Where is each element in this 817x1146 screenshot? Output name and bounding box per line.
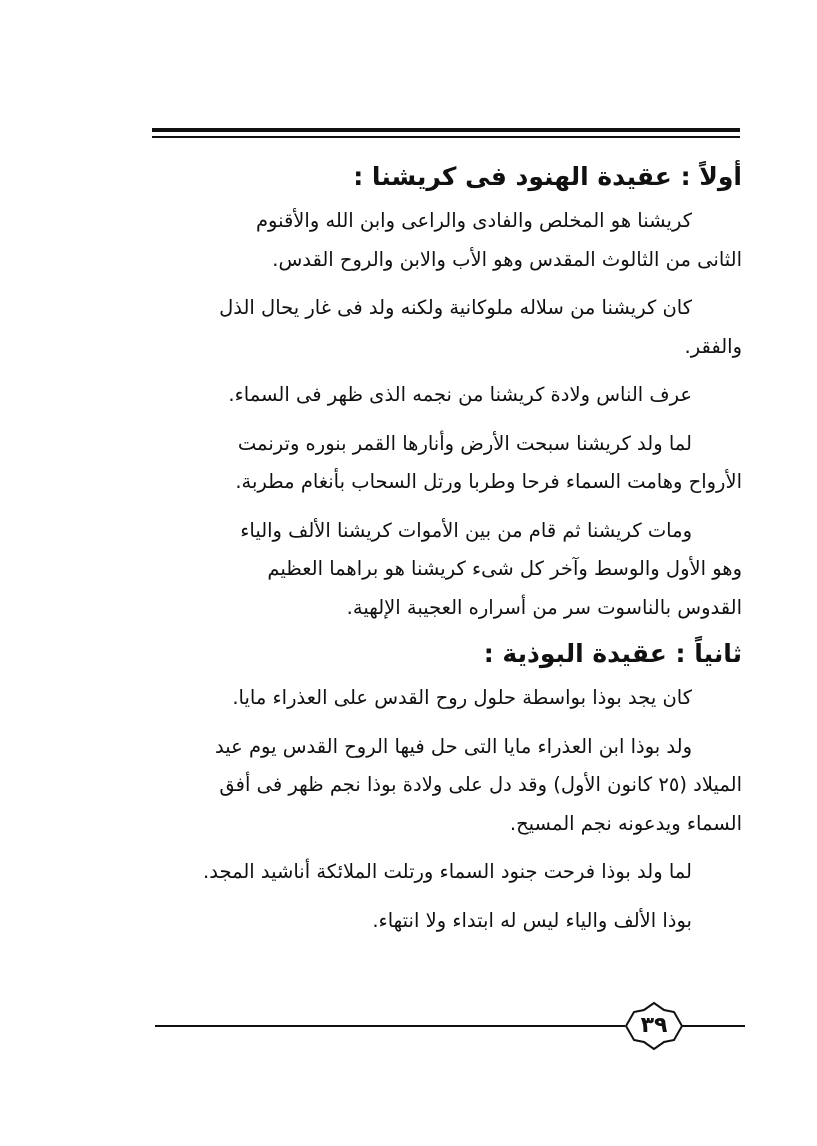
paragraph-line: بوذا الألف والياء ليس له ابتداء ولا انتهاء. — [372, 908, 692, 932]
page-footer — [150, 996, 745, 1056]
paragraph-line: كان يجد بوذا بواسطة حلول روح القدس على العذراء مايا. — [232, 686, 692, 709]
paragraph — [150, 512, 742, 628]
paragraph-line: ومات كريشنا ثم قام من بين الأموات كريشنا الألف والياء — [240, 518, 692, 542]
paragraph — [150, 289, 742, 366]
paragraph-line: لما ولد بوذا فرحت جنود السماء ورتلت الملائكة أناشيد المجد. — [203, 860, 692, 883]
paragraph — [150, 853, 742, 892]
header-rule-thin — [152, 136, 740, 138]
paragraph — [150, 425, 742, 502]
section-heading-hindu: أولاً : عقيدة الهنود فى كريشنا : — [353, 162, 742, 191]
paragraph-line: لما ولد كريشنا سبحت الأرض وأنارها القمر بنوره وترنمت — [237, 431, 692, 455]
header-rule-thick — [152, 128, 740, 132]
footer-rule-right — [682, 1025, 745, 1027]
paragraph-line: والفقر. — [684, 334, 742, 358]
paragraph — [150, 728, 742, 844]
page-body — [150, 150, 742, 950]
page-number: ٣٩ — [640, 1013, 668, 1038]
page-number-badge — [620, 1000, 688, 1052]
paragraph-line: الأرواح وهامت السماء فرحا وطربا ورتل السحاب بأنغام مطربة. — [235, 470, 742, 493]
paragraph-line: السماء ويدعونه نجم المسيح. — [509, 811, 742, 835]
paragraph-line: الميلاد (٢٥ كانون الأول) وقد دل على ولادة بوذا نجم ظهر فى أفق — [219, 773, 742, 796]
paragraph-line: القدوس بالناسوت سر من أسراره العجيبة الإلهية. — [346, 595, 742, 619]
paragraph-line: وهو الأول والوسط وآخر كل شىء كريشنا هو براهما العظيم — [267, 557, 742, 580]
footer-rule-left — [155, 1025, 625, 1027]
paragraph — [150, 202, 742, 279]
paragraph-line: ولد بوذا ابن العذراء مايا التى حل فيها الروح القدس يوم عيد — [215, 734, 692, 758]
paragraph-line: عرف الناس ولادة كريشنا من نجمه الذى ظهر فى السماء. — [228, 383, 692, 406]
paragraph-line: كان كريشنا من سلاله ملوكانية ولكنه ولد فى غار يحال الذل — [219, 296, 692, 319]
section-heading-buddhism: ثانياً : عقيدة البوذية : — [483, 639, 742, 668]
paragraph-line: كريشنا هو المخلص والفادى والراعى وابن الله والأقنوم — [255, 209, 692, 232]
paragraph — [150, 902, 742, 941]
paragraph — [150, 679, 742, 718]
paragraph — [150, 376, 742, 415]
paragraph-line: الثانى من الثالوث المقدس وهو الأب والابن والروح القدس. — [272, 247, 742, 271]
